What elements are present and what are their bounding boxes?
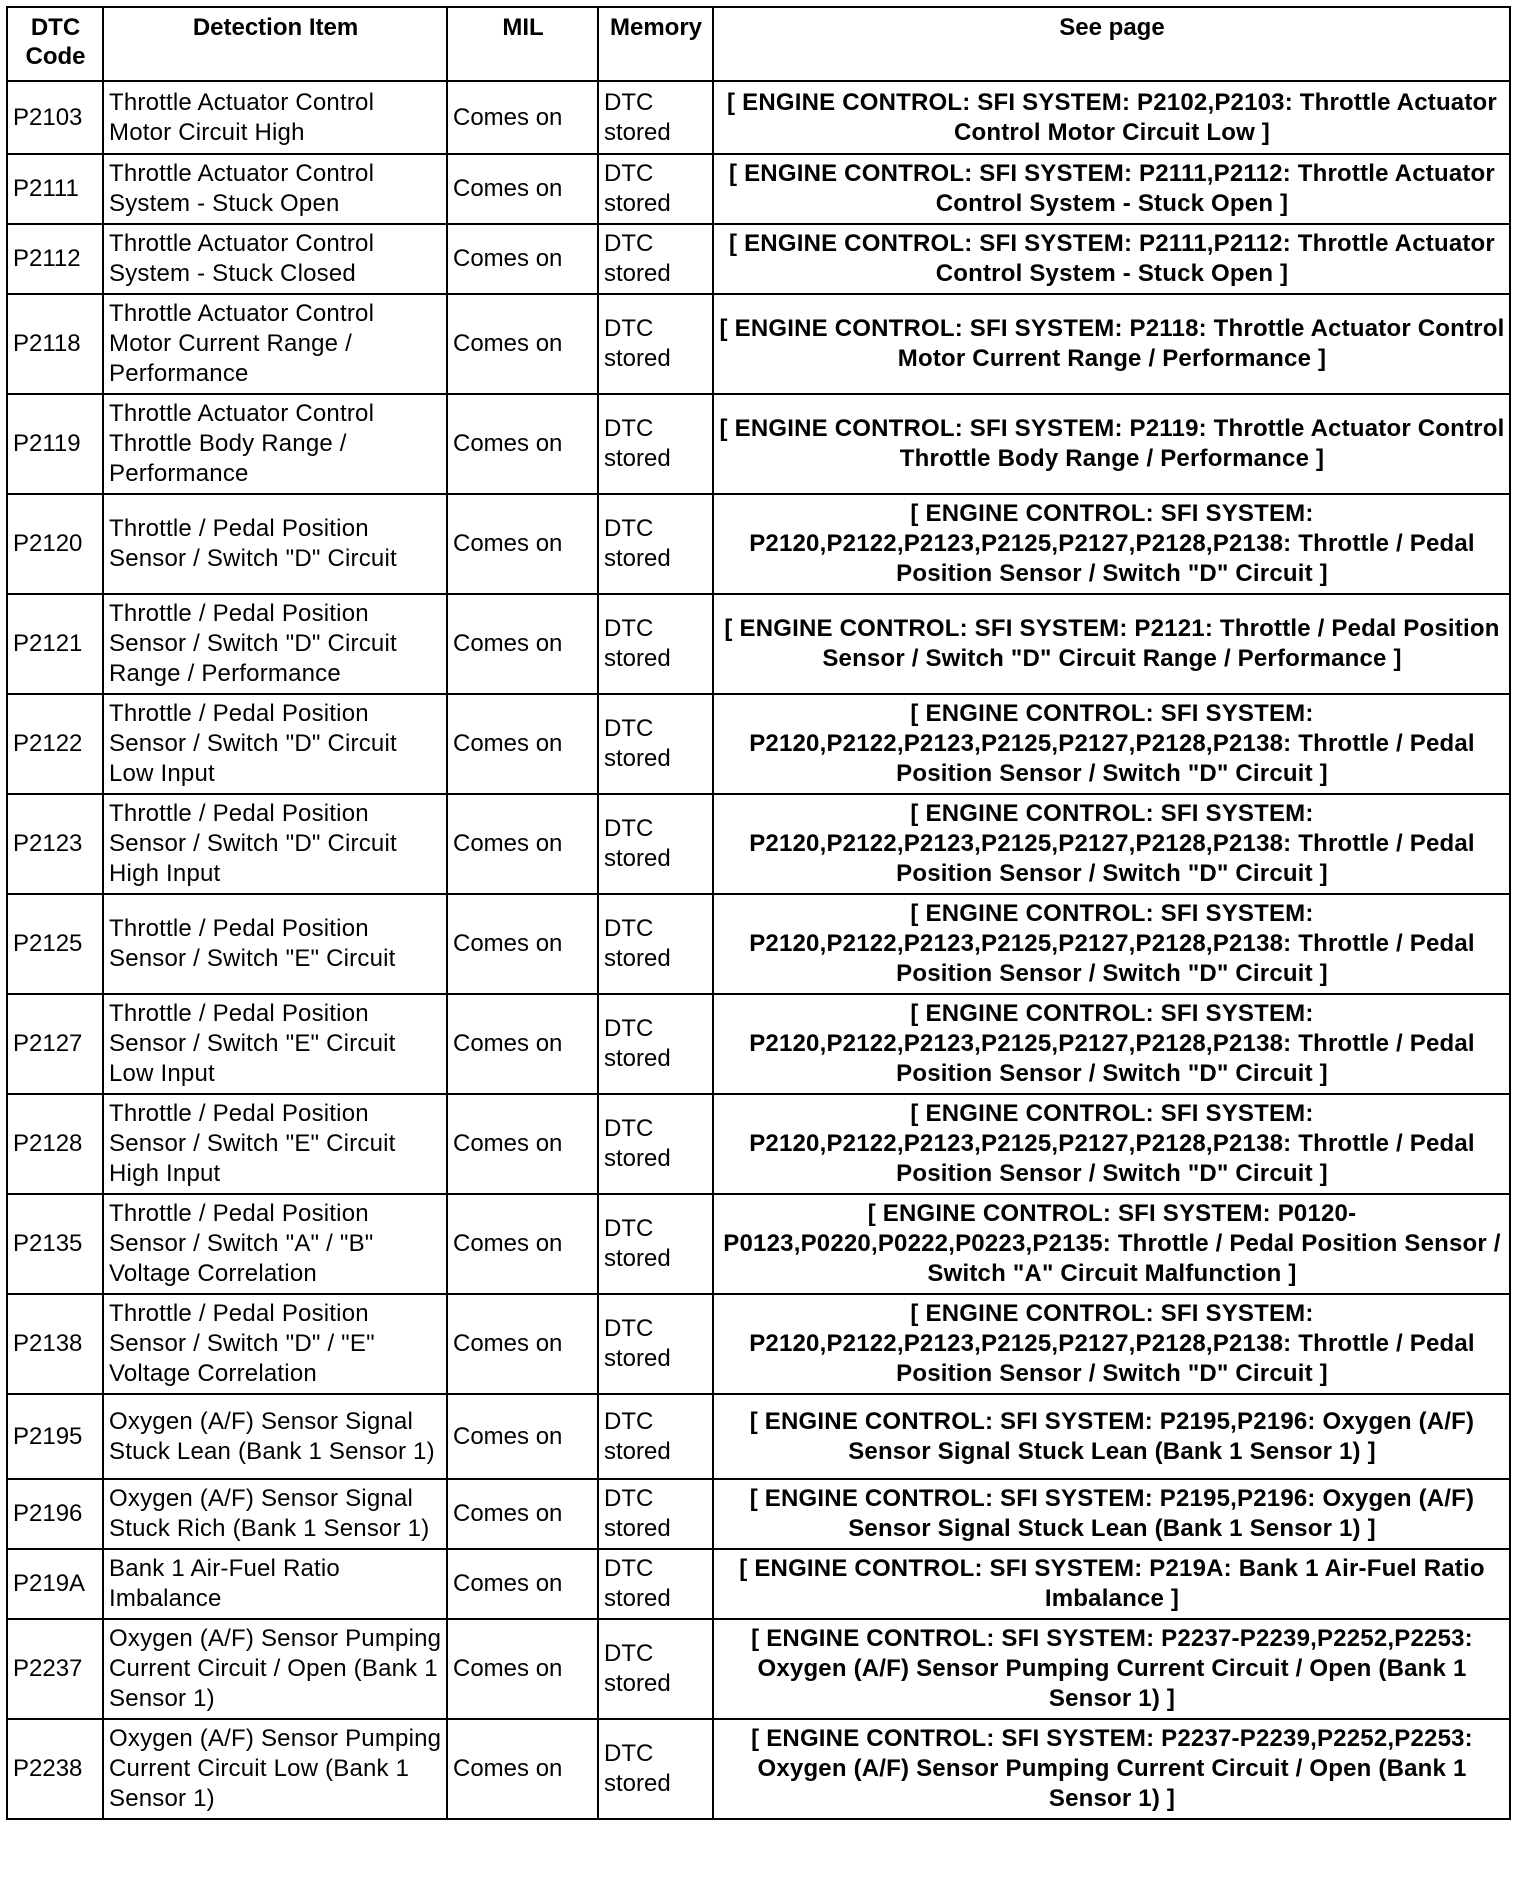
see-page-link[interactable]: [ ENGINE CONTROL: SFI SYSTEM: P2111,P2112: Throttle Actuator Control System - Stuck Open ]: [713, 224, 1510, 294]
detection-item-cell: Throttle / Pedal Position Sensor / Switch "D" Circuit Range / Performance: [103, 594, 447, 694]
mil-cell: Comes on: [447, 794, 598, 894]
memory-cell: DTC stored: [598, 1294, 713, 1394]
see-page-link[interactable]: [ ENGINE CONTROL: SFI SYSTEM: P2102,P2103: Throttle Actuator Control Motor Circuit Low ]: [713, 81, 1510, 154]
detection-item-cell: Oxygen (A/F) Sensor Pumping Current Circuit Low (Bank 1 Sensor 1): [103, 1719, 447, 1819]
see-page-link[interactable]: [ ENGINE CONTROL: SFI SYSTEM: P2237-P2239,P2252,P2253: Oxygen (A/F) Sensor Pumping Current Circuit / Open (Bank 1 Sensor 1) ]: [713, 1719, 1510, 1819]
table-row: [7, 894, 1510, 994]
table-row: [7, 81, 1510, 154]
table-row: [7, 1719, 1510, 1819]
table-row: [7, 1194, 1510, 1294]
see-page-link[interactable]: [ ENGINE CONTROL: SFI SYSTEM: P219A: Bank 1 Air-Fuel Ratio Imbalance ]: [713, 1549, 1510, 1619]
see-page-link[interactable]: [ ENGINE CONTROL: SFI SYSTEM: P2120,P2122,P2123,P2125,P2127,P2128,P2138: Throttle / Pedal Position Sensor / Switch "D" Circuit ]: [713, 994, 1510, 1094]
memory-cell: DTC stored: [598, 1394, 713, 1479]
memory-cell: DTC stored: [598, 794, 713, 894]
dtc-code-cell: P2128: [7, 1094, 103, 1194]
see-page-link[interactable]: [ ENGINE CONTROL: SFI SYSTEM: P2120,P2122,P2123,P2125,P2127,P2128,P2138: Throttle / Pedal Position Sensor / Switch "D" Circuit ]: [713, 1294, 1510, 1394]
dtc-code-cell: P2237: [7, 1619, 103, 1719]
mil-cell: Comes on: [447, 594, 598, 694]
table-row: [7, 1549, 1510, 1619]
memory-cell: DTC stored: [598, 1549, 713, 1619]
detection-item-cell: Throttle Actuator Control Motor Circuit High: [103, 81, 447, 154]
detection-item-cell: Oxygen (A/F) Sensor Signal Stuck Rich (Bank 1 Sensor 1): [103, 1479, 447, 1549]
detection-item-cell: Throttle / Pedal Position Sensor / Switch "D" Circuit High Input: [103, 794, 447, 894]
see-page-link[interactable]: [ ENGINE CONTROL: SFI SYSTEM: P2121: Throttle / Pedal Position Sensor / Switch "D" Circuit Range / Performance ]: [713, 594, 1510, 694]
detection-item-cell: Throttle / Pedal Position Sensor / Switch "D" Circuit: [103, 494, 447, 594]
detection-item-cell: Throttle Actuator Control Motor Current Range / Performance: [103, 294, 447, 394]
mil-cell: Comes on: [447, 1619, 598, 1719]
see-page-link[interactable]: [ ENGINE CONTROL: SFI SYSTEM: P2120,P2122,P2123,P2125,P2127,P2128,P2138: Throttle / Pedal Position Sensor / Switch "D" Circuit ]: [713, 894, 1510, 994]
detection-item-cell: Throttle Actuator Control System - Stuck Open: [103, 154, 447, 224]
see-page-link[interactable]: [ ENGINE CONTROL: SFI SYSTEM: P2120,P2122,P2123,P2125,P2127,P2128,P2138: Throttle / Pedal Position Sensor / Switch "D" Circuit ]: [713, 494, 1510, 594]
table-row: [7, 394, 1510, 494]
table-row: [7, 1094, 1510, 1194]
memory-cell: DTC stored: [598, 1094, 713, 1194]
detection-item-cell: Bank 1 Air-Fuel Ratio Imbalance: [103, 1549, 447, 1619]
mil-cell: Comes on: [447, 224, 598, 294]
detection-item-cell: Throttle Actuator Control System - Stuck Closed: [103, 224, 447, 294]
dtc-code-cell: P2119: [7, 394, 103, 494]
memory-cell: DTC stored: [598, 494, 713, 594]
mil-cell: Comes on: [447, 294, 598, 394]
see-page-link[interactable]: [ ENGINE CONTROL: SFI SYSTEM: P2195,P2196: Oxygen (A/F) Sensor Signal Stuck Lean (Bank 1 Sensor 1) ]: [713, 1479, 1510, 1549]
table-row: [7, 154, 1510, 224]
memory-cell: DTC stored: [598, 1719, 713, 1819]
dtc-code-cell: P2195: [7, 1394, 103, 1479]
table-row: [7, 694, 1510, 794]
table-row: [7, 594, 1510, 694]
dtc-code-cell: P2111: [7, 154, 103, 224]
dtc-code-cell: P2127: [7, 994, 103, 1094]
memory-cell: DTC stored: [598, 1619, 713, 1719]
mil-cell: Comes on: [447, 1094, 598, 1194]
see-page-link[interactable]: [ ENGINE CONTROL: SFI SYSTEM: P2118: Throttle Actuator Control Motor Current Range / Performance ]: [713, 294, 1510, 394]
mil-cell: Comes on: [447, 694, 598, 794]
header-row: [7, 7, 1510, 81]
mil-cell: Comes on: [447, 1394, 598, 1479]
see-page-link[interactable]: [ ENGINE CONTROL: SFI SYSTEM: P2120,P2122,P2123,P2125,P2127,P2128,P2138: Throttle / Pedal Position Sensor / Switch "D" Circuit ]: [713, 694, 1510, 794]
see-page-link[interactable]: [ ENGINE CONTROL: SFI SYSTEM: P2120,P2122,P2123,P2125,P2127,P2128,P2138: Throttle / Pedal Position Sensor / Switch "D" Circuit ]: [713, 794, 1510, 894]
dtc-code-cell: P2238: [7, 1719, 103, 1819]
mil-cell: Comes on: [447, 1479, 598, 1549]
table-row: [7, 1619, 1510, 1719]
dtc-code-cell: P2138: [7, 1294, 103, 1394]
table-row: [7, 1294, 1510, 1394]
header-mil: MIL: [447, 7, 598, 81]
see-page-link[interactable]: [ ENGINE CONTROL: SFI SYSTEM: P2237-P2239,P2252,P2253: Oxygen (A/F) Sensor Pumping Current Circuit / Open (Bank 1 Sensor 1) ]: [713, 1619, 1510, 1719]
memory-cell: DTC stored: [598, 1194, 713, 1294]
table-row: [7, 294, 1510, 394]
mil-cell: Comes on: [447, 994, 598, 1094]
mil-cell: Comes on: [447, 81, 598, 154]
detection-item-cell: Oxygen (A/F) Sensor Pumping Current Circuit / Open (Bank 1 Sensor 1): [103, 1619, 447, 1719]
memory-cell: DTC stored: [598, 594, 713, 694]
memory-cell: DTC stored: [598, 224, 713, 294]
mil-cell: Comes on: [447, 154, 598, 224]
dtc-code-cell: P2125: [7, 894, 103, 994]
header-see-page: See page: [713, 7, 1510, 81]
header-detection-item: Detection Item: [103, 7, 447, 81]
dtc-code-cell: P2196: [7, 1479, 103, 1549]
mil-cell: Comes on: [447, 1549, 598, 1619]
dtc-code-cell: P2123: [7, 794, 103, 894]
memory-cell: DTC stored: [598, 154, 713, 224]
dtc-code-cell: P219A: [7, 1549, 103, 1619]
see-page-link[interactable]: [ ENGINE CONTROL: SFI SYSTEM: P0120-P0123,P0220,P0222,P0223,P2135: Throttle / Pedal Position Sensor / Switch "A" Circuit Malfunction ]: [713, 1194, 1510, 1294]
table-row: [7, 794, 1510, 894]
detection-item-cell: Throttle / Pedal Position Sensor / Switch "D" Circuit Low Input: [103, 694, 447, 794]
memory-cell: DTC stored: [598, 394, 713, 494]
dtc-code-cell: P2122: [7, 694, 103, 794]
see-page-link[interactable]: [ ENGINE CONTROL: SFI SYSTEM: P2119: Throttle Actuator Control Throttle Body Range / Performance ]: [713, 394, 1510, 494]
table-row: [7, 224, 1510, 294]
table-header: [7, 7, 1510, 81]
header-memory: Memory: [598, 7, 713, 81]
dtc-code-cell: P2120: [7, 494, 103, 594]
see-page-link[interactable]: [ ENGINE CONTROL: SFI SYSTEM: P2111,P2112: Throttle Actuator Control System - Stuck Open ]: [713, 154, 1510, 224]
dtc-code-cell: P2112: [7, 224, 103, 294]
detection-item-cell: Throttle / Pedal Position Sensor / Switch "E" Circuit High Input: [103, 1094, 447, 1194]
detection-item-cell: Throttle / Pedal Position Sensor / Switch "E" Circuit Low Input: [103, 994, 447, 1094]
mil-cell: Comes on: [447, 1194, 598, 1294]
detection-item-cell: Throttle Actuator Control Throttle Body Range / Performance: [103, 394, 447, 494]
table-row: [7, 994, 1510, 1094]
table-body: [7, 81, 1510, 1819]
dtc-table: [6, 6, 1511, 1820]
memory-cell: DTC stored: [598, 994, 713, 1094]
memory-cell: DTC stored: [598, 1479, 713, 1549]
dtc-code-cell: P2118: [7, 294, 103, 394]
table-row: [7, 1394, 1510, 1479]
dtc-code-cell: P2103: [7, 81, 103, 154]
header-dtc-code: DTC Code: [7, 7, 103, 81]
dtc-code-cell: P2121: [7, 594, 103, 694]
table-row: [7, 1479, 1510, 1549]
dtc-code-cell: P2135: [7, 1194, 103, 1294]
detection-item-cell: Oxygen (A/F) Sensor Signal Stuck Lean (Bank 1 Sensor 1): [103, 1394, 447, 1479]
detection-item-cell: Throttle / Pedal Position Sensor / Switch "E" Circuit: [103, 894, 447, 994]
table-row: [7, 494, 1510, 594]
mil-cell: Comes on: [447, 494, 598, 594]
memory-cell: DTC stored: [598, 81, 713, 154]
memory-cell: DTC stored: [598, 294, 713, 394]
mil-cell: Comes on: [447, 894, 598, 994]
detection-item-cell: Throttle / Pedal Position Sensor / Switch "A" / "B" Voltage Correlation: [103, 1194, 447, 1294]
see-page-link[interactable]: [ ENGINE CONTROL: SFI SYSTEM: P2120,P2122,P2123,P2125,P2127,P2128,P2138: Throttle / Pedal Position Sensor / Switch "D" Circuit ]: [713, 1094, 1510, 1194]
mil-cell: Comes on: [447, 394, 598, 494]
mil-cell: Comes on: [447, 1294, 598, 1394]
mil-cell: Comes on: [447, 1719, 598, 1819]
see-page-link[interactable]: [ ENGINE CONTROL: SFI SYSTEM: P2195,P2196: Oxygen (A/F) Sensor Signal Stuck Lean (Bank 1 Sensor 1) ]: [713, 1394, 1510, 1479]
memory-cell: DTC stored: [598, 694, 713, 794]
detection-item-cell: Throttle / Pedal Position Sensor / Switch "D" / "E" Voltage Correlation: [103, 1294, 447, 1394]
memory-cell: DTC stored: [598, 894, 713, 994]
